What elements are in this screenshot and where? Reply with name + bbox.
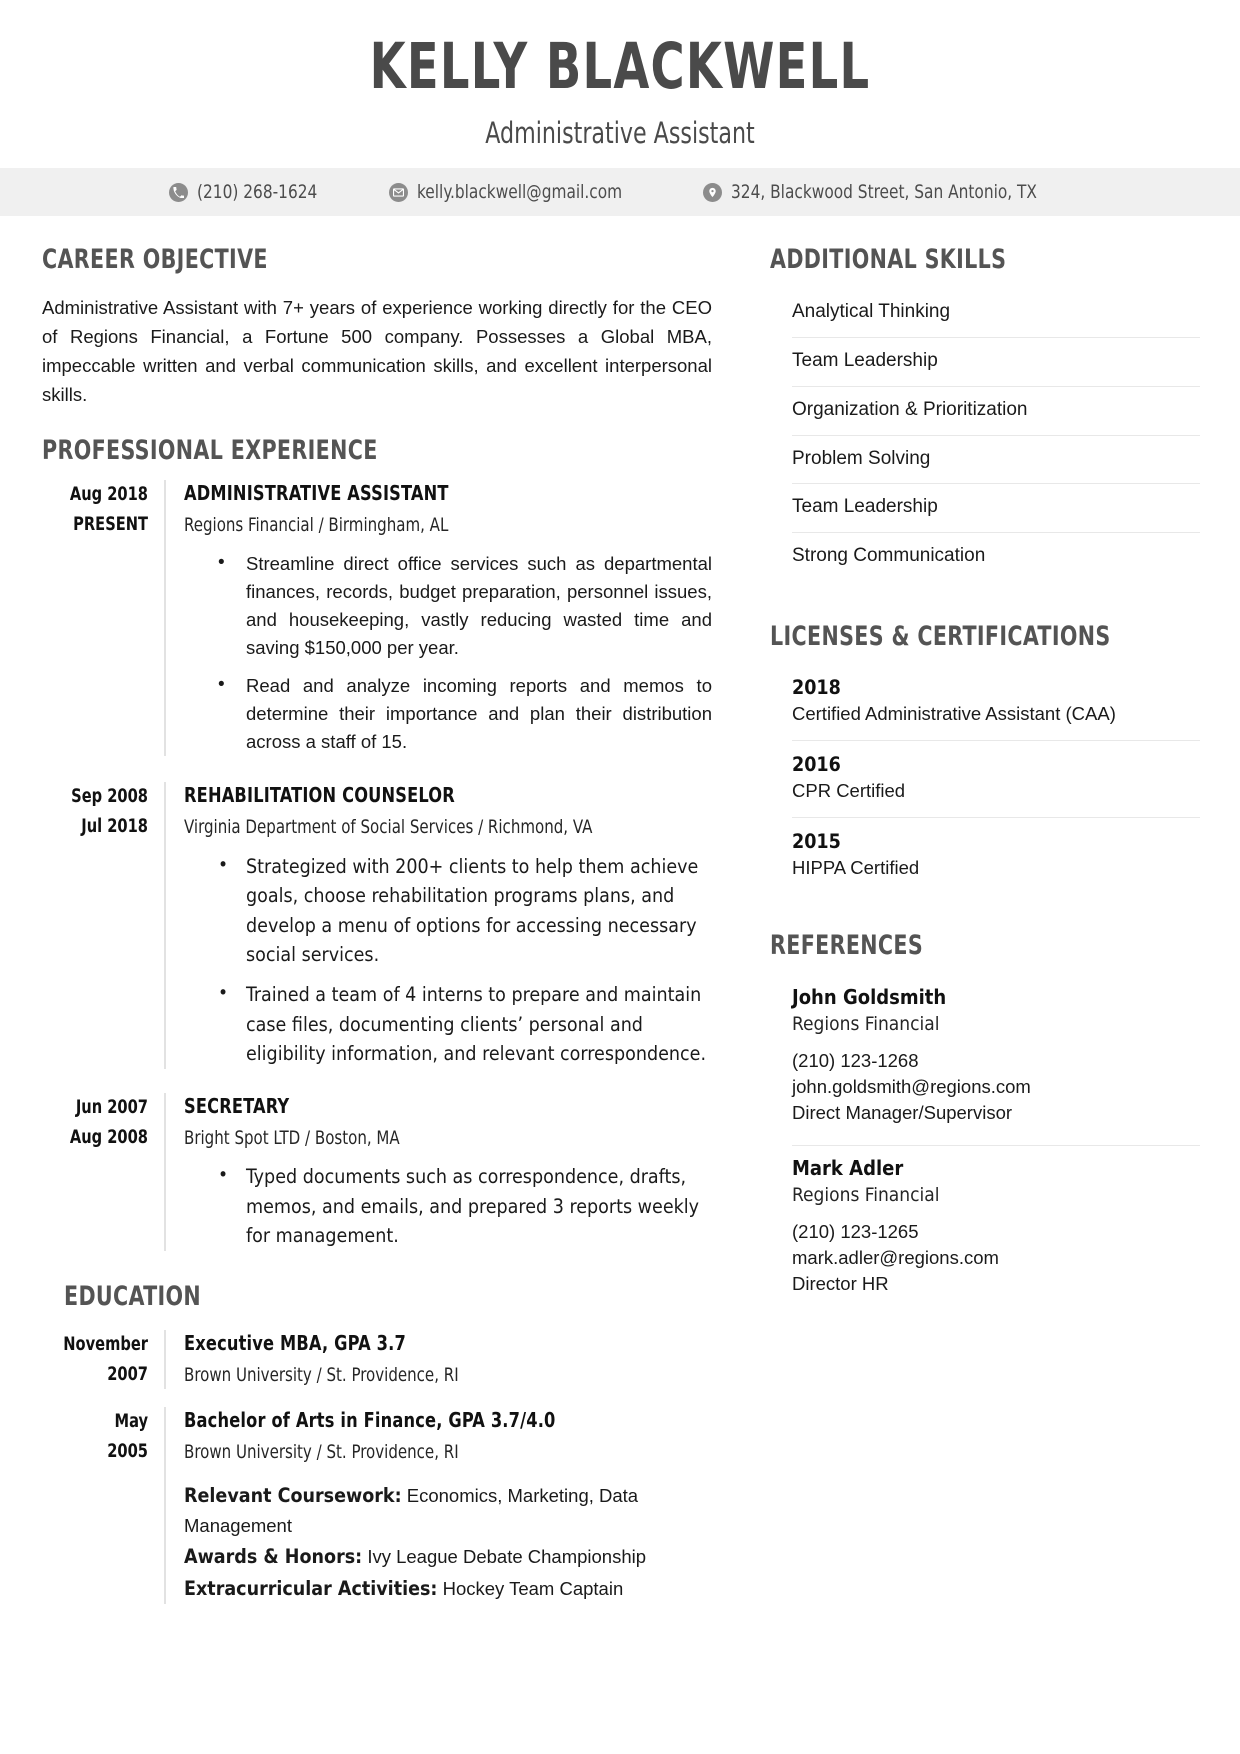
references-list xyxy=(770,975,1200,1316)
experience-entry xyxy=(42,782,712,1069)
experience-bullets xyxy=(184,550,712,757)
education-heading: EDUCATION xyxy=(64,1281,202,1313)
education-detail-value: Economics, Marketing, Data Management xyxy=(184,1484,639,1537)
experience-bullets xyxy=(184,1162,712,1251)
professional-experience-heading: PROFESSIONAL EXPERIENCE xyxy=(42,435,378,467)
education-detail-line xyxy=(184,1541,712,1573)
education-degree: Bachelor of Arts in Finance, GPA 3.7/4.0 xyxy=(184,1408,556,1433)
list-item: • Typed documents such as correspondence, drafts, memos, and emails, and prepared 3 reports weekly for management. xyxy=(214,1162,712,1251)
certification-year: 2015 xyxy=(792,829,841,853)
location-pin-icon xyxy=(703,183,722,202)
section-professional-experience xyxy=(42,435,712,1251)
contact-address-text: 324, Blackwood Street, San Antonio, TX xyxy=(730,181,1037,204)
certification-year: 2018 xyxy=(792,675,841,699)
experience-details xyxy=(164,1093,712,1251)
experience-date-end: Jul 2018 xyxy=(81,815,148,837)
education-date-end: 2005 xyxy=(107,1440,148,1462)
education-detail-label: Awards & Honors: xyxy=(184,1545,363,1569)
section-education xyxy=(42,1281,712,1604)
experience-entry xyxy=(42,480,712,756)
list-item xyxy=(792,818,1200,894)
experience-date-end: Aug 2008 xyxy=(69,1126,148,1148)
section-licenses-certifications xyxy=(770,621,1200,894)
page-title: KELLY BLACKWELL xyxy=(369,30,871,103)
contact-phone-text: (210) 268-1624 xyxy=(197,181,318,204)
contact-email[interactable] xyxy=(389,181,645,203)
certifications-list xyxy=(770,664,1200,894)
reference-role: Director HR xyxy=(792,1273,889,1295)
certification-name: HIPPA Certified xyxy=(792,856,920,878)
experience-date-start: Jun 2007 xyxy=(75,1096,148,1118)
experience-date-start: Aug 2018 xyxy=(69,484,148,506)
career-objective-heading: CAREER OBJECTIVE xyxy=(42,244,268,276)
education-degree: Executive MBA, GPA 3.7 xyxy=(184,1331,406,1356)
career-objective-text: Administrative Assistant with 7+ years of experience working directly for the CEO of Regions Financial, a Fortune 500 company. Possesses a Global MBA, impeccable written and verbal communication skills, and excellent interpersonal skills. xyxy=(42,297,712,406)
envelope-icon xyxy=(389,183,408,202)
education-detail-label: Extracurricular Activities: xyxy=(184,1576,438,1600)
section-additional-skills xyxy=(770,244,1200,581)
education-entry xyxy=(42,1330,712,1389)
experience-company: Regions Financial / Birmingham, AL xyxy=(184,513,449,536)
education-school: Brown University / St. Providence, RI xyxy=(184,1363,459,1386)
list-item: • Strategized with 200+ clients to help them achieve goals, choose rehabilitation programs plans, and develop a menu of options for accessing necessary social services. xyxy=(214,852,712,971)
list-item xyxy=(792,975,1200,1146)
list-item: Problem Solving xyxy=(792,436,1200,485)
sidebar-column xyxy=(742,216,1240,1604)
education-detail-label: Relevant Coursework: xyxy=(184,1483,402,1507)
main-column xyxy=(0,216,742,1604)
education-dates xyxy=(42,1330,164,1389)
skills-list xyxy=(770,289,1200,581)
experience-dates xyxy=(42,782,164,1069)
reference-company: Regions Financial xyxy=(792,1012,940,1035)
education-entry xyxy=(42,1407,712,1604)
certification-name: Certified Administrative Assistant (CAA) xyxy=(792,702,1116,724)
list-item xyxy=(792,664,1200,741)
list-item: • Streamline direct office services such as departmental finances, records, budget preparation, personnel issues, and housekeeping, vastly reducing wasted time and saving $150,000 per year. xyxy=(214,550,712,662)
education-extra-details xyxy=(184,1480,712,1605)
certification-year: 2016 xyxy=(792,752,841,776)
education-details xyxy=(164,1330,712,1389)
experience-company: Bright Spot LTD / Boston, MA xyxy=(184,1126,400,1149)
licenses-certifications-heading: LICENSES & CERTIFICATIONS xyxy=(770,620,1111,652)
phone-icon xyxy=(169,183,188,202)
education-detail-line xyxy=(184,1480,712,1542)
education-date-start: November xyxy=(63,1334,148,1356)
contact-bar xyxy=(0,168,1240,216)
education-detail-value: Hockey Team Captain xyxy=(442,1577,624,1599)
certification-name: CPR Certified xyxy=(792,779,906,801)
additional-skills-heading: ADDITIONAL SKILLS xyxy=(770,244,1007,276)
reference-name: John Goldsmith xyxy=(792,984,947,1009)
education-school: Brown University / St. Providence, RI xyxy=(184,1440,459,1463)
section-career-objective xyxy=(42,244,712,409)
reference-name: Mark Adler xyxy=(792,1155,904,1180)
list-item: Team Leadership xyxy=(792,338,1200,387)
education-date-end: 2007 xyxy=(107,1363,148,1385)
list-item: Strong Communication xyxy=(792,545,986,567)
experience-dates xyxy=(42,480,164,756)
reference-role: Direct Manager/Supervisor xyxy=(792,1102,1013,1124)
list-item: Team Leadership xyxy=(792,484,1200,533)
list-item: • Trained a team of 4 interns to prepare and maintain case files, documenting clients’ personal and eligibility information, and relevant correspondence. xyxy=(214,980,712,1069)
education-dates xyxy=(42,1407,164,1604)
reference-email: mark.adler@regions.com xyxy=(792,1246,999,1268)
experience-job-title: SECRETARY xyxy=(184,1093,290,1118)
education-detail-line xyxy=(184,1573,712,1605)
list-item xyxy=(792,741,1200,818)
reference-phone: (210) 123-1265 xyxy=(792,1220,919,1242)
resume-header xyxy=(0,0,1240,168)
experience-entry xyxy=(42,1093,712,1251)
list-item: Organization & Prioritization xyxy=(792,387,1200,436)
experience-details xyxy=(164,782,712,1069)
section-references xyxy=(770,930,1200,1316)
list-item: • Read and analyze incoming reports and memos to determine their importance and plan their distribution across a staff of 15. xyxy=(214,672,712,756)
experience-job-title: ADMINISTRATIVE ASSISTANT xyxy=(184,481,449,506)
list-item xyxy=(792,1146,1200,1316)
references-heading: REFERENCES xyxy=(770,929,924,961)
contact-phone[interactable] xyxy=(169,181,331,203)
resume-body xyxy=(0,216,1240,1604)
reference-phone: (210) 123-1268 xyxy=(792,1049,919,1071)
experience-date-start: Sep 2008 xyxy=(71,786,148,808)
list-item: Analytical Thinking xyxy=(792,289,1200,338)
experience-date-end: PRESENT xyxy=(73,513,148,535)
experience-job-title: REHABILITATION COUNSELOR xyxy=(184,783,455,808)
contact-address[interactable] xyxy=(703,181,1071,203)
education-details xyxy=(164,1407,712,1604)
experience-details xyxy=(164,480,712,756)
experience-company: Virginia Department of Social Services / Richmond, VA xyxy=(184,815,593,838)
reference-company: Regions Financial xyxy=(792,1183,940,1206)
experience-bullets xyxy=(184,852,712,1069)
reference-email: john.goldsmith@regions.com xyxy=(792,1076,1031,1098)
education-date-start: May xyxy=(114,1411,148,1433)
experience-dates xyxy=(42,1093,164,1251)
header-job-title: Administrative Assistant xyxy=(485,116,755,151)
contact-email-text: kelly.blackwell@gmail.com xyxy=(416,181,623,204)
education-detail-value: Ivy League Debate Championship xyxy=(367,1546,647,1568)
